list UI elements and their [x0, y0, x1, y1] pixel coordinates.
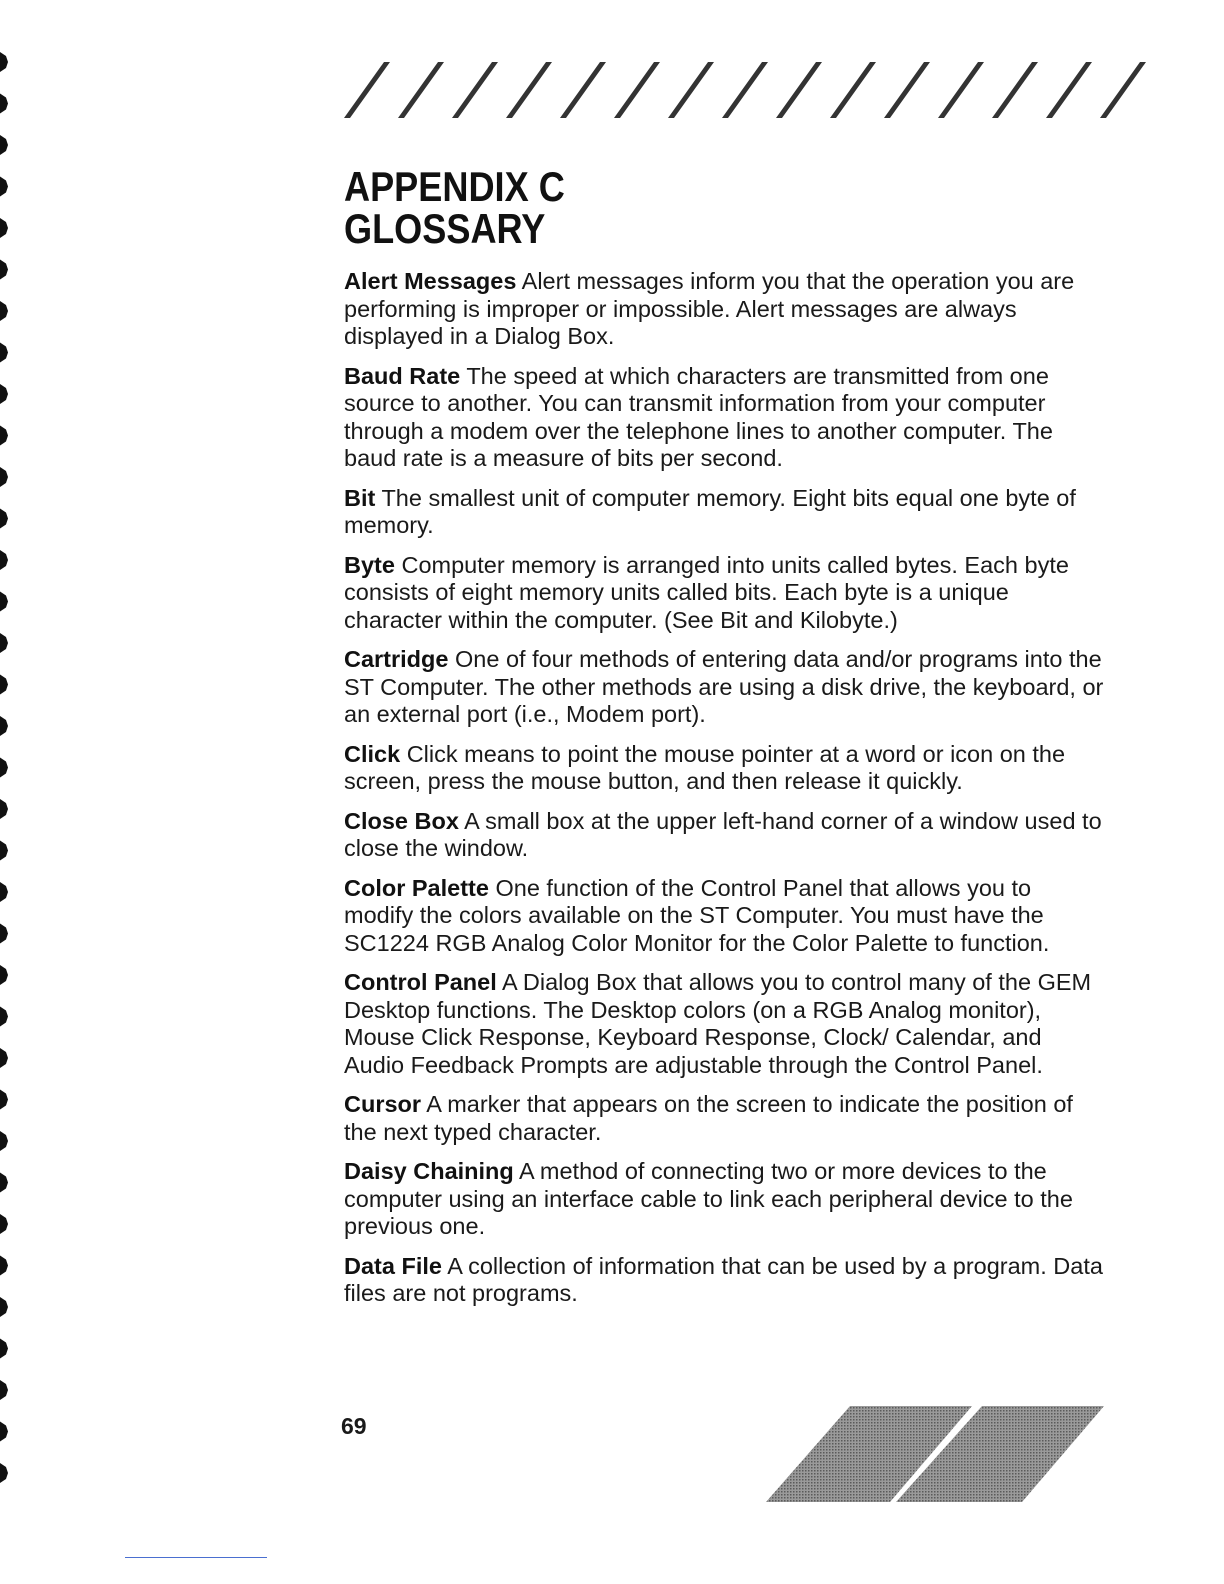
glossary-term: Bit	[344, 484, 376, 511]
page-number: 69	[341, 1413, 367, 1439]
binding-hole	[0, 1173, 8, 1193]
glossary-term: Data File	[344, 1252, 442, 1279]
header-stripe	[668, 62, 714, 118]
header-stripe	[398, 62, 444, 118]
glossary-entry	[344, 363, 1104, 473]
binding-hole	[0, 218, 8, 238]
glossary-definition: A method of connecting two or more devices to the computer using an interface cable to link each peripheral device to the previous one.	[344, 1158, 1073, 1239]
binding-hole	[0, 1214, 8, 1234]
glossary-list	[344, 268, 1104, 1320]
header-stripe-decoration	[338, 60, 1168, 120]
binding-hole	[0, 592, 8, 612]
binding-hole	[0, 965, 8, 985]
binding-hole	[0, 426, 8, 446]
binding-hole	[0, 52, 8, 72]
glossary-entry	[344, 646, 1104, 729]
title-appendix: APPENDIX C	[344, 163, 565, 210]
glossary-term: Control Panel	[344, 969, 497, 995]
glossary-entry	[344, 552, 1104, 635]
glossary-entry	[344, 741, 1104, 796]
glossary-term: Click	[344, 740, 401, 767]
glossary-entry	[344, 1253, 1104, 1308]
binding-hole	[0, 94, 8, 114]
binding-hole	[0, 799, 8, 819]
binding-hole	[0, 1422, 8, 1442]
header-stripe	[452, 62, 498, 118]
binding-hole	[0, 384, 8, 404]
glossary-entry	[344, 1091, 1104, 1146]
header-stripe	[830, 62, 876, 118]
glossary-entry	[344, 808, 1104, 863]
binding-hole	[0, 467, 8, 487]
binding-hole	[0, 1339, 8, 1359]
binding-hole	[0, 675, 8, 695]
footer-stripe-decoration	[760, 1404, 1110, 1504]
binding-hole	[0, 1380, 8, 1400]
title-glossary: GLOSSARY	[344, 205, 546, 252]
header-stripe	[1046, 62, 1092, 118]
binding-hole	[0, 1463, 8, 1483]
binding-hole	[0, 1007, 8, 1027]
glossary-term: Baud Rate	[344, 362, 461, 389]
page-title	[344, 163, 565, 252]
glossary-entry	[344, 485, 1104, 540]
binding-hole	[0, 633, 8, 653]
binding-hole	[0, 135, 8, 155]
binding-hole	[0, 758, 8, 778]
binding-hole	[0, 343, 8, 363]
header-stripe	[614, 62, 660, 118]
binding-hole	[0, 509, 8, 529]
header-stripe	[776, 62, 822, 118]
binding-hole	[0, 1090, 8, 1110]
glossary-entry	[344, 268, 1104, 351]
glossary-term: Cursor	[344, 1091, 422, 1117]
glossary-definition: The speed at which characters are transmitted from one source to another. You can transmit information from your computer through a modem over the telephone lines to another computer. The baud rate is a measure of bits per second.	[344, 362, 1053, 471]
binding-hole	[0, 882, 8, 902]
glossary-entry	[344, 875, 1104, 958]
header-stripe	[506, 62, 552, 118]
glossary-definition: One function of the Control Panel that allows you to modify the colors available on the ST Computer. You must have the SC1224 RGB Analog Color Monitor for the Color Palette to function.	[344, 874, 1050, 956]
glossary-term: Cartridge	[344, 646, 449, 672]
bottom-rule	[125, 1557, 267, 1558]
binding-hole	[0, 301, 8, 321]
binding-hole	[0, 1048, 8, 1068]
binding-hole	[0, 177, 8, 197]
header-stripe	[884, 62, 930, 118]
header-stripe	[938, 62, 984, 118]
glossary-definition: One of four methods of entering data and/or programs into the ST Computer. The other methods are using a disk drive, the keyboard, or an external port (i.e., Modem port).	[344, 646, 1104, 727]
glossary-term: Byte	[344, 551, 395, 578]
binding-hole	[0, 1297, 8, 1317]
header-stripe	[992, 62, 1038, 118]
binding-hole	[0, 841, 8, 861]
glossary-definition: A Dialog Box that allows you to control many of the GEM Desktop functions. The Desktop colors (on a RGB Analog monitor), Mouse Click Response, Keyboard Response, Clock/ Calendar, and Audio Feedback Prompts are adjustable through the Control Panel.	[344, 969, 1092, 1078]
binding-hole	[0, 924, 8, 944]
glossary-term: Daisy Chaining	[344, 1158, 514, 1184]
binding-holes-decoration	[0, 0, 12, 1500]
header-stripe	[560, 62, 606, 118]
glossary-definition: A marker that appears on the screen to indicate the position of the next typed character.	[344, 1091, 1073, 1145]
header-stripe	[344, 62, 390, 118]
binding-hole	[0, 260, 8, 280]
glossary-definition: The smallest unit of computer memory. Eight bits equal one byte of memory.	[344, 484, 1076, 538]
header-stripe	[1100, 62, 1146, 118]
glossary-entry	[344, 1158, 1104, 1241]
glossary-definition: A collection of information that can be used by a program. Data files are not programs.	[344, 1252, 1103, 1306]
binding-hole	[0, 716, 8, 736]
glossary-term: Close Box	[344, 807, 459, 834]
glossary-entry	[344, 969, 1104, 1079]
glossary-definition: Click means to point the mouse pointer at a word or icon on the screen, press the mouse button, and then release it quickly.	[344, 740, 1066, 794]
binding-hole	[0, 1131, 8, 1151]
glossary-term: Alert Messages	[344, 268, 517, 294]
glossary-definition: Computer memory is arranged into units called bytes. Each byte consists of eight memory units called bits. Each byte is a unique character within the computer. (See Bit and Kilobyte.)	[344, 551, 1069, 633]
glossary-term: Color Palette	[344, 874, 489, 901]
binding-hole	[0, 550, 8, 570]
glossary-definition: A small box at the upper left-hand corner of a window used to close the window.	[344, 807, 1102, 861]
binding-hole	[0, 1256, 8, 1276]
header-stripe	[722, 62, 768, 118]
glossary-definition: Alert messages inform you that the operation you are performing is improper or impossible. Alert messages are always displayed in a Dialog Box.	[344, 268, 1075, 349]
